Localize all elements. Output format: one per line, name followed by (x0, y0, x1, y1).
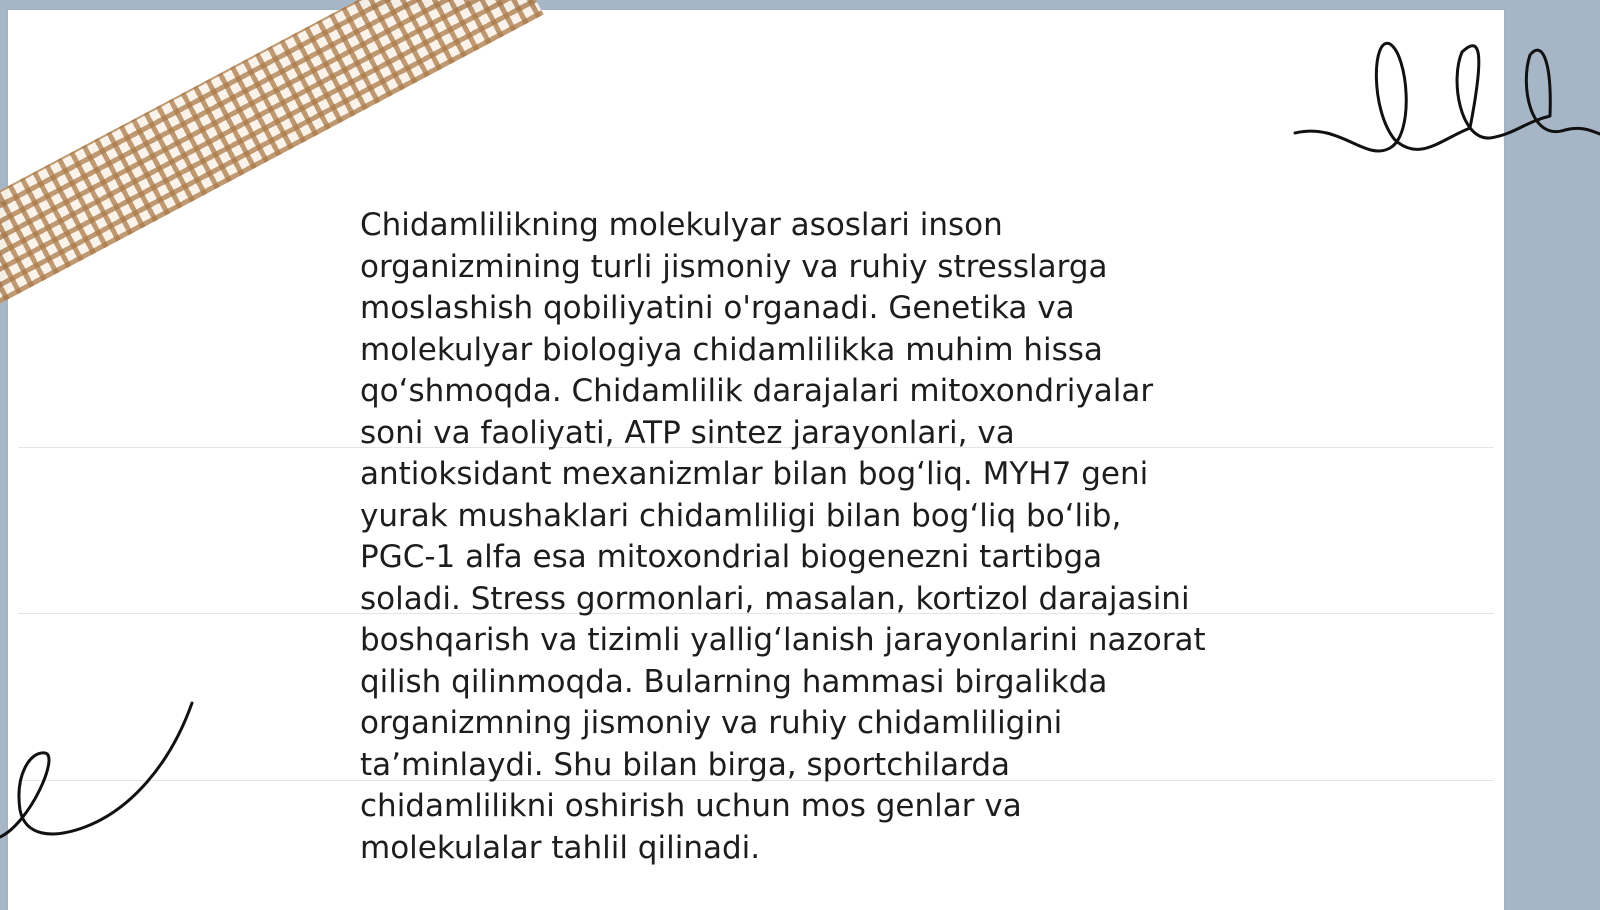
loop-scribble-top-right (1290, 30, 1600, 170)
loop-scribble-bottom-left (0, 695, 200, 845)
body-paragraph: Chidamlilikning molekulyar asoslari inson organizmining turli jismoniy va ruhiy stresslarga moslashish qobiliyatini o'rganadi. Genetika va molekulyar biologiya chidamlilikka muhim hissa qo‘shmoqda. Chidamlilik darajalari mitoxondriyalar soni va faoliyati, ATP sintez jarayonlari, va antioksidant mexanizmlar bilan bog‘liq. MYH7 geni yurak mushaklari chidamliligi bilan bog‘liq bo‘lib, PGC-1 alfa esa mitoxondrial biogenezni tartibga soladi. Stress gormonlari, masalan, kortizol darajasini boshqarish va tizimli yallig‘lanish jarayonlarini nazorat qilish qilinmoqda. Bularning hammasi birgalikda organizmning jismoniy va ruhiy chidamliligini ta’minlaydi. Shu bilan birga, sportchilarda chidamlilikni oshirish uchun mos genlar va molekulalar tahlil qilinadi. (360, 207, 1206, 866)
